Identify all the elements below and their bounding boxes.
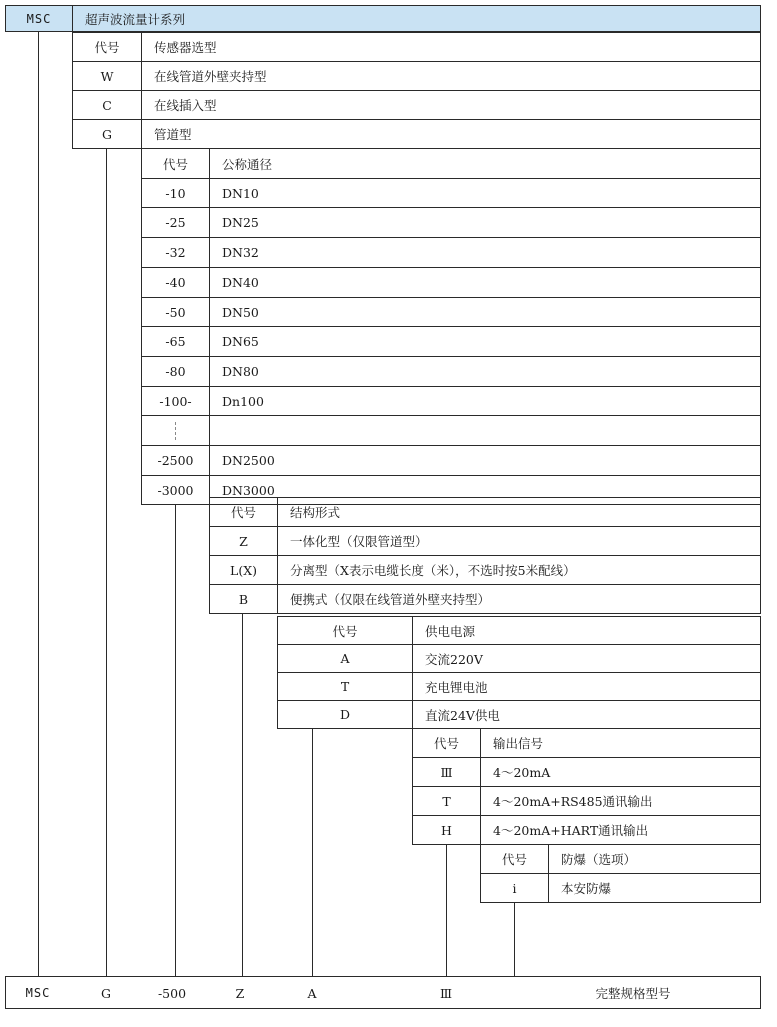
- bottom-code-4: Z: [235, 985, 245, 1001]
- diameter-row-code: -65: [141, 326, 210, 357]
- sensor-row-label: 管道型: [141, 119, 761, 149]
- connector-line-7: [514, 903, 515, 976]
- diameter-row-code: -2500: [141, 445, 210, 476]
- diameter-row-label: DN50: [209, 297, 761, 327]
- sensor-row-code: G: [72, 119, 142, 149]
- bottom-complete-label: 完整规格型号: [595, 986, 671, 1001]
- diameter-head-code: 代号: [141, 148, 210, 179]
- connector-line-4: [242, 614, 243, 976]
- explosion-head-code: 代号: [480, 844, 549, 874]
- sensor-head-code: 代号: [72, 32, 142, 62]
- structure-row-code: B: [209, 584, 278, 614]
- diameter-row-code: -3000: [141, 475, 210, 505]
- power-row-code: A: [277, 644, 413, 673]
- power-row-code: D: [277, 700, 413, 729]
- output-head-label: 输出信号: [480, 728, 761, 758]
- structure-row-code: L(X): [209, 555, 278, 585]
- power-row-code: T: [277, 672, 413, 701]
- power-head-label: 供电电源: [412, 616, 761, 645]
- diameter-row-code: -50: [141, 297, 210, 327]
- ellipsis-dashed-mark: [175, 422, 176, 440]
- bottom-code-6: Ⅲ: [439, 985, 453, 1001]
- structure-head-label: 结构形式: [277, 497, 761, 527]
- explosion-row-code: i: [480, 873, 549, 903]
- connector-line-5: [312, 729, 313, 976]
- sensor-row-code: W: [72, 61, 142, 91]
- diameter-row-code: -10: [141, 178, 210, 208]
- power-row-label: 充电锂电池: [412, 672, 761, 701]
- power-head-code: 代号: [277, 616, 413, 645]
- output-row-label: 4～20mA: [480, 757, 761, 787]
- bottom-code-5: A: [307, 985, 317, 1001]
- diameter-row-code: -100-: [141, 386, 210, 416]
- sensor-head-label: 传感器选型: [141, 32, 761, 62]
- output-row-code: Ⅲ: [412, 757, 481, 787]
- diameter-row-label: DN10: [209, 178, 761, 208]
- bottom-code-3: -500: [157, 985, 187, 1001]
- diameter-row-label: Dn100: [209, 386, 761, 416]
- connector-line-3: [175, 505, 176, 976]
- output-row-label: 4～20mA+RS485通讯输出: [480, 786, 761, 816]
- bottom-code-2: G: [101, 985, 111, 1001]
- connector-line-6: [446, 845, 447, 976]
- output-row-code: T: [412, 786, 481, 816]
- diameter-row-code: -80: [141, 356, 210, 387]
- connector-line-1: [38, 32, 39, 976]
- structure-row-label: 分离型（X表示电缆长度（米），不选时按5米配线）: [277, 555, 761, 585]
- power-row-label: 交流220V: [412, 644, 761, 673]
- structure-row-label: 便携式（仅限在线管道外壁夹持型）: [277, 584, 761, 614]
- explosion-row-label: 本安防爆: [548, 873, 761, 903]
- diameter-row-label: DN80: [209, 356, 761, 387]
- bottom-code-1: MSC: [25, 986, 51, 1000]
- header-code-cell: MSC: [5, 5, 73, 32]
- diameter-row-code: [141, 415, 210, 446]
- explosion-head-label: 防爆（选项）: [548, 844, 761, 874]
- output-head-code: 代号: [412, 728, 481, 758]
- diameter-row-label: DN32: [209, 237, 761, 268]
- structure-head-code: 代号: [209, 497, 278, 527]
- structure-row-label: 一体化型（仅限管道型）: [277, 526, 761, 556]
- sensor-row-label: 在线管道外壁夹持型: [141, 61, 761, 91]
- diameter-row-label: DN3000: [209, 475, 761, 505]
- diameter-row-code: -25: [141, 207, 210, 238]
- diameter-row-label: DN25: [209, 207, 761, 238]
- diameter-row-label: DN65: [209, 326, 761, 357]
- diameter-row-code: -40: [141, 267, 210, 298]
- sensor-row-label: 在线插入型: [141, 90, 761, 120]
- output-row-label: 4～20mA+HART通讯输出: [480, 815, 761, 845]
- diameter-row-label: DN40: [209, 267, 761, 298]
- output-row-code: H: [412, 815, 481, 845]
- sensor-row-code: C: [72, 90, 142, 120]
- diameter-row-label: DN2500: [209, 445, 761, 476]
- diameter-row-label: [209, 415, 761, 446]
- power-row-label: 直流24V供电: [412, 700, 761, 729]
- connector-line-2: [106, 149, 107, 976]
- structure-row-code: Z: [209, 526, 278, 556]
- diameter-row-code: -32: [141, 237, 210, 268]
- header-title-cell: 超声波流量计系列: [72, 5, 761, 32]
- diameter-head-label: 公称通径: [209, 148, 761, 179]
